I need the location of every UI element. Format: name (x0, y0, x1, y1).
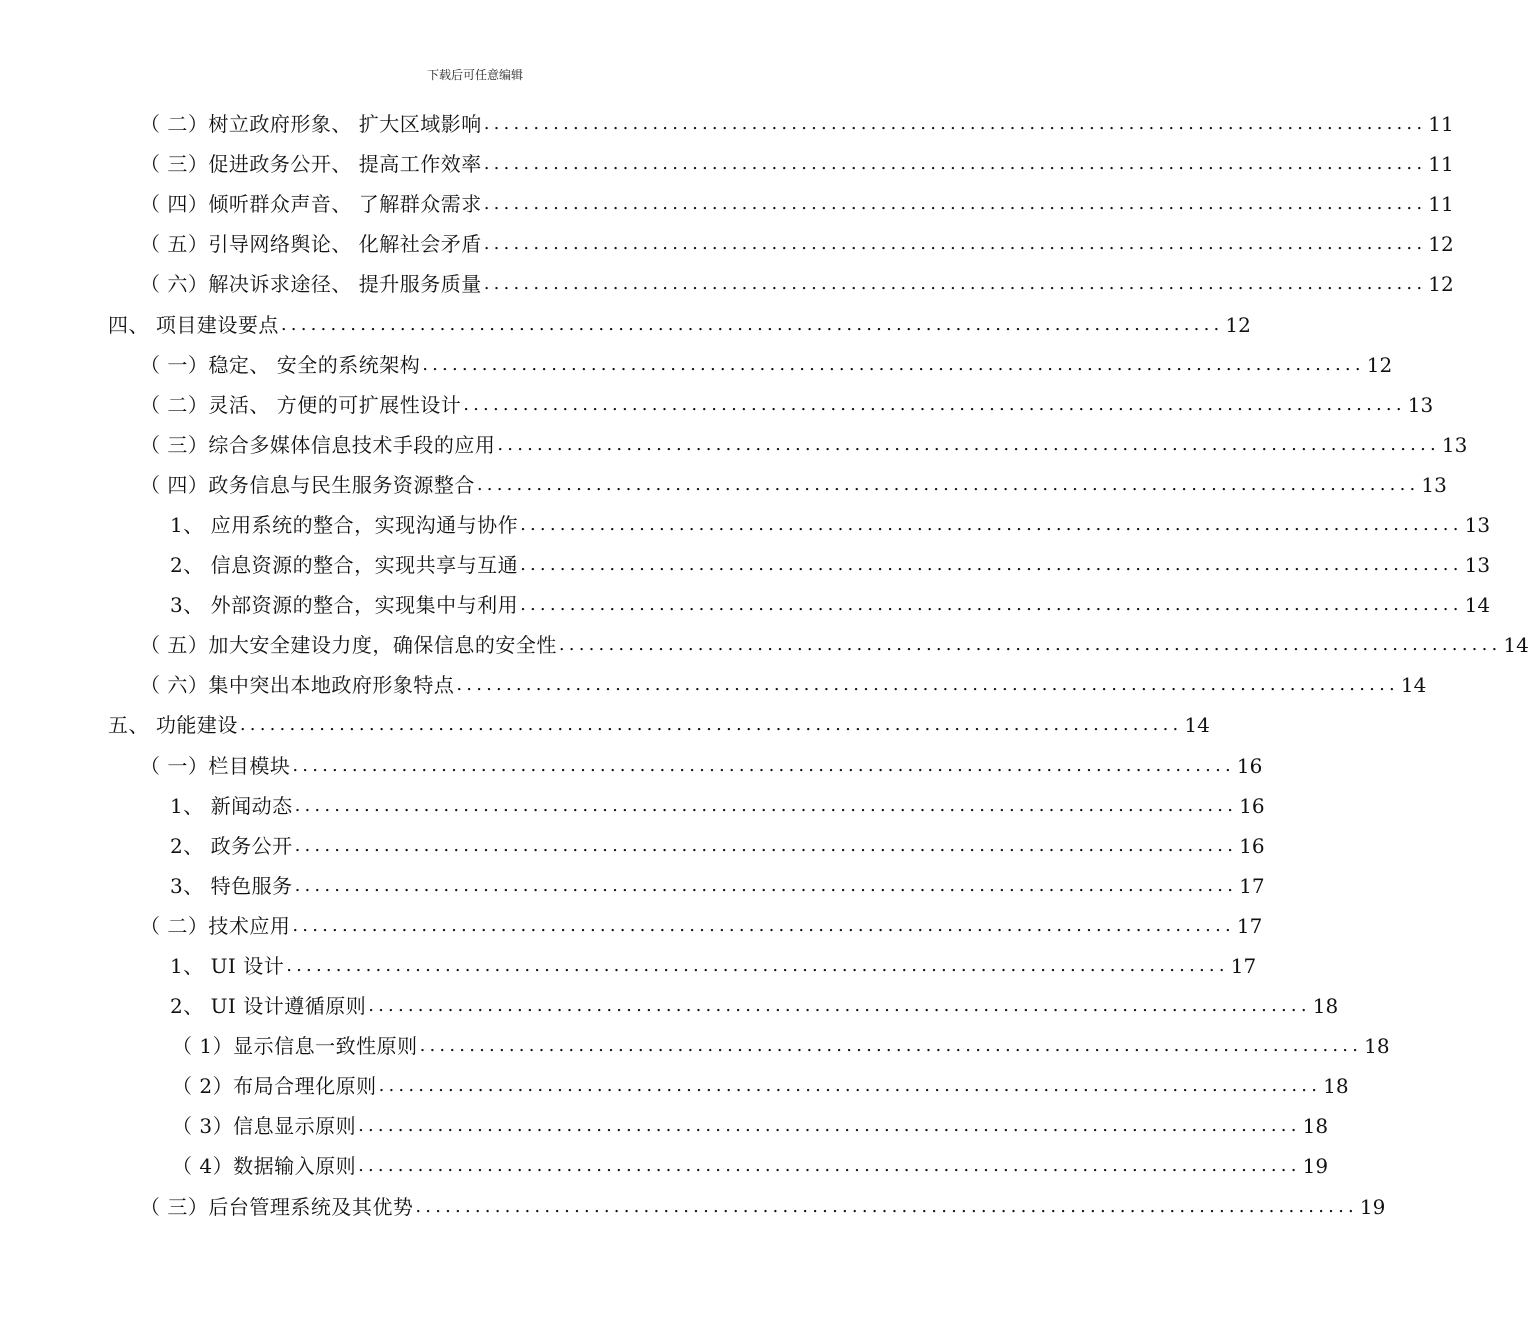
dot-leader: ............................................................................................... (358, 1155, 1301, 1177)
toc-entry[interactable] (0, 866, 1265, 906)
toc-entry[interactable] (0, 1106, 1329, 1146)
toc-entry-title: （ 四）倾听群众声音、 了解群众需求 (140, 192, 482, 217)
toc-page-number: 19 (1302, 1154, 1329, 1179)
toc-entry[interactable] (0, 585, 1491, 625)
toc-page-number: 13 (1464, 553, 1491, 578)
toc-entry-title: （ 五）引导网络舆论、 化解社会矛盾 (140, 232, 482, 257)
toc-entry-title: 3、 外部资源的整合，实现集中与利用 (170, 593, 519, 618)
toc-page-number: 18 (1323, 1074, 1349, 1099)
dot-leader: ............................................................................................... (483, 193, 1427, 215)
toc-entry-title: （ 二）灵活、 方便的可扩展性设计 (140, 392, 462, 417)
toc-entry-title: （ 3）信息显示原则 (172, 1114, 357, 1139)
toc-entry[interactable] (0, 385, 1434, 425)
toc-page-number: 14 (1503, 633, 1529, 658)
toc-entry[interactable] (0, 665, 1427, 705)
toc-entry-title: 2、 政务公开 (170, 833, 293, 858)
toc-entry[interactable] (0, 345, 1393, 385)
dot-leader: ............................................................................................... (286, 955, 1229, 977)
toc-page-number: 19 (1359, 1194, 1386, 1219)
dot-leader: ............................................................................................... (294, 794, 1238, 816)
toc-entry-title: （ 五）加大安全建设力度，确保信息的安全性 (140, 633, 557, 658)
toc-entry-title: （ 六）集中突出本地政府形象特点 (140, 673, 455, 698)
toc-entry[interactable] (0, 746, 1263, 786)
toc-page-number: 13 (1441, 432, 1468, 457)
dot-leader: ............................................................................................... (368, 995, 1311, 1017)
toc-page-number: 16 (1236, 753, 1263, 778)
toc-entry-title: 四、 项目建设要点 (108, 312, 279, 337)
toc-entry-title: （ 六）解决诉求途径、 提升服务质量 (140, 272, 482, 297)
toc-entry[interactable] (0, 1026, 1390, 1066)
toc-entry[interactable] (0, 224, 1454, 264)
toc-page-number: 14 (1184, 713, 1210, 738)
toc-page-number: 16 (1239, 833, 1265, 858)
toc-page-number: 12 (1366, 352, 1393, 377)
toc-page-number: 18 (1312, 994, 1339, 1019)
toc-entry-title: 1、 新闻动态 (170, 793, 293, 818)
toc-entry[interactable] (0, 465, 1447, 505)
toc-page-number: 14 (1400, 673, 1427, 698)
dot-leader: ............................................................................................... (419, 1035, 1363, 1057)
dot-leader: ............................................................................................... (294, 834, 1238, 856)
toc-entry-title: 五、 功能建设 (108, 713, 238, 738)
toc-entry-title: （ 1）显示信息一致性原则 (172, 1034, 418, 1059)
toc-entry[interactable] (0, 906, 1263, 946)
dot-leader: ............................................................................................... (520, 594, 1463, 616)
toc-page-number: 17 (1236, 913, 1263, 938)
toc-entry[interactable] (0, 826, 1265, 866)
toc-entry[interactable] (0, 705, 1210, 745)
toc-entry-title: （ 二）技术应用 (140, 913, 291, 938)
dot-leader: ............................................................................................... (239, 714, 1183, 736)
toc-entry-title: 2、 UI 设计遵循原则 (170, 994, 367, 1019)
toc-page-number: 12 (1428, 232, 1454, 257)
toc-entry-title: （ 一）栏目模块 (140, 753, 291, 778)
toc-entry-title: 3、 特色服务 (170, 873, 293, 898)
toc-entry-title: （ 四）政务信息与民生服务资源整合 (140, 472, 475, 497)
dot-leader: ............................................................................................... (294, 874, 1238, 896)
toc-entry[interactable] (0, 184, 1454, 224)
toc-page-number: 16 (1239, 793, 1265, 818)
dot-leader: ............................................................................................... (292, 754, 1235, 776)
toc-entry-title: （ 一）稳定、 安全的系统架构 (140, 352, 421, 377)
toc-page-number: 17 (1230, 954, 1257, 979)
toc-entry[interactable] (0, 1066, 1349, 1106)
dot-leader: ............................................................................................... (476, 473, 1420, 495)
toc-entry[interactable] (0, 505, 1491, 545)
toc-page-number: 14 (1464, 593, 1491, 618)
toc-entry-title: （ 三）综合多媒体信息技术手段的应用 (140, 432, 496, 457)
dot-leader: ............................................................................................... (358, 1115, 1301, 1137)
toc-entry[interactable] (0, 104, 1454, 144)
toc-page-number: 12 (1428, 272, 1454, 297)
dot-leader: ............................................................................................... (415, 1195, 1358, 1217)
toc-page-number: 12 (1225, 312, 1251, 337)
toc-page-number: 18 (1364, 1034, 1390, 1059)
toc-entry[interactable] (0, 986, 1339, 1026)
page-header: 下载后可任意编辑 (426, 68, 523, 82)
dot-leader: ............................................................................................... (456, 674, 1399, 696)
toc-page-number: 11 (1428, 112, 1454, 137)
dot-leader: ............................................................................................... (483, 153, 1427, 175)
toc-page-number: 11 (1428, 152, 1454, 177)
toc-entry[interactable] (0, 545, 1491, 585)
dot-leader: ............................................................................................... (483, 273, 1427, 295)
toc-entry[interactable] (0, 1187, 1386, 1227)
toc-page-number: 18 (1302, 1114, 1329, 1139)
dot-leader: ............................................................................................... (280, 313, 1224, 335)
toc-entry[interactable] (0, 625, 1529, 665)
dot-leader: ............................................................................................... (378, 1075, 1322, 1097)
toc-entry[interactable] (0, 946, 1257, 986)
toc-page-number: 13 (1421, 472, 1447, 497)
toc-entry[interactable] (0, 304, 1251, 344)
dot-leader: ............................................................................................... (558, 634, 1502, 656)
toc-entry[interactable] (0, 1146, 1329, 1186)
toc-entry-title: （ 三）促进政务公开、 提高工作效率 (140, 152, 482, 177)
toc-entry[interactable] (0, 786, 1265, 826)
toc-page-number: 13 (1464, 512, 1491, 537)
toc-entry-title: （ 4）数据输入原则 (172, 1154, 357, 1179)
toc-entry-title: 1、 应用系统的整合，实现沟通与协作 (170, 512, 519, 537)
toc-entry[interactable] (0, 425, 1468, 465)
toc-entry-title: （ 2）布局合理化原则 (172, 1074, 377, 1099)
dot-leader: ............................................................................................... (483, 233, 1427, 255)
toc-entry[interactable] (0, 144, 1454, 184)
dot-leader: ............................................................................................... (292, 914, 1235, 936)
toc-entry[interactable] (0, 264, 1454, 304)
dot-leader: ............................................................................................... (422, 353, 1365, 375)
dot-leader: ............................................................................................... (463, 393, 1406, 415)
toc-page-number: 17 (1239, 873, 1265, 898)
toc-entry-title: 1、 UI 设计 (170, 954, 285, 979)
toc-page-number: 13 (1407, 392, 1434, 417)
dot-leader: ............................................................................................... (483, 113, 1427, 135)
dot-leader: ............................................................................................... (520, 513, 1463, 535)
dot-leader: ............................................................................................... (497, 433, 1440, 455)
toc-entry-title: （ 二）树立政府形象、 扩大区域影响 (140, 112, 482, 137)
toc-entry-title: 2、 信息资源的整合，实现共享与互通 (170, 553, 519, 578)
dot-leader: ............................................................................................... (520, 554, 1463, 576)
toc-entry-title: （ 三）后台管理系统及其优势 (140, 1194, 414, 1219)
toc-page-number: 11 (1428, 192, 1454, 217)
table-of-contents (0, 104, 1529, 1227)
